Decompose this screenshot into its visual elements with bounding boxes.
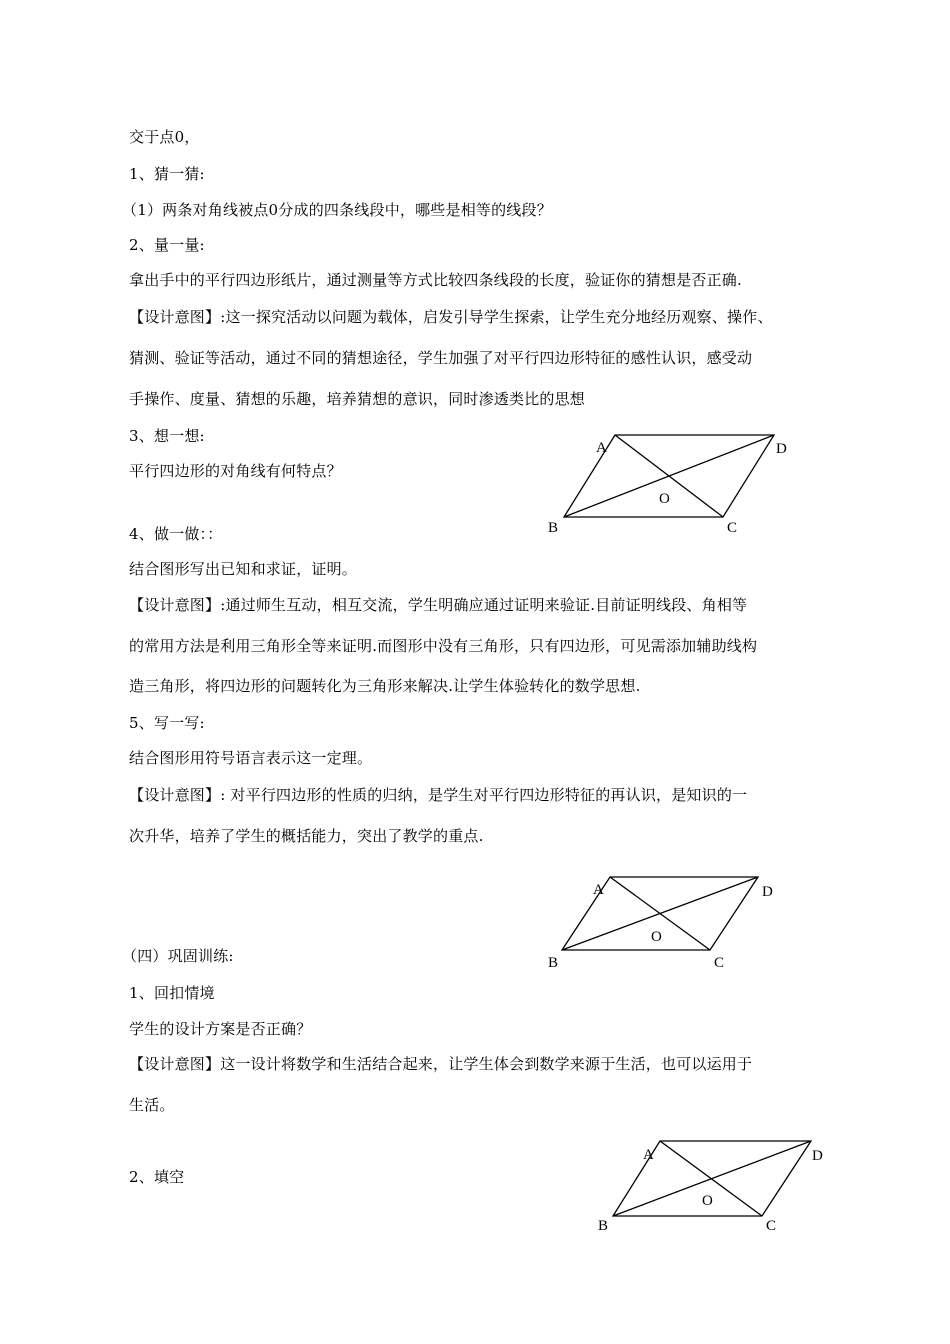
vertex-label-b: B [598, 1218, 609, 1234]
text-line: 【设计意图】这一设计将数学和生活结合起来，让学生体会到数学来源于生活，也可以运用于 [129, 1055, 753, 1073]
text-line: 造三角形，将四边形的问题转化为三角形来解决.让学生体验转化的数学思想. [129, 677, 641, 695]
text-line: 手操作、度量、猜想的乐趣，培养猜想的意识，同时渗透类比的思想 [129, 390, 586, 408]
parallelogram-figure [540, 425, 800, 540]
parallelogram-figure [590, 1130, 850, 1245]
text-line: 2、量一量: [129, 236, 205, 254]
text-line: 【设计意图】: 对平行四边形的性质的归纳，是学生对平行四边形特征的再认识，是知识的一 [129, 786, 748, 804]
vertex-label-a: A [596, 440, 607, 456]
text-line: 生活。 [129, 1096, 175, 1114]
text-line: 次升华，培养了学生的概括能力，突出了教学的重点. [129, 827, 484, 845]
text-line: 【设计意图】:这一探究活动以问题为载体，启发引导学生探索，让学生充分地经历观察、操作、 [129, 308, 773, 326]
text-line: 【设计意图】:通过师生互动，相互交流，学生明确应通过证明来验证.目前证明线段、角相等 [129, 596, 748, 614]
vertex-label-a: A [593, 882, 604, 898]
text-line: 结合图形用符号语言表示这一定理。 [129, 749, 373, 767]
text-line: 4、做一做：： [129, 525, 223, 543]
text-line: （四）巩固训练: [122, 947, 234, 965]
text-line: 拿出手中的平行四边形纸片，通过测量等方式比较四条线段的长度，验证你的猜想是否正确. [129, 271, 742, 289]
text-line: 学生的设计方案是否正确？ [129, 1020, 312, 1038]
vertex-label-b: B [548, 955, 559, 971]
text-line: （1）两条对角线被点0分成的四条线段中，哪些是相等的线段？ [122, 201, 552, 219]
vertex-label-c: C [766, 1218, 777, 1234]
text-line: 交于点0， [129, 128, 200, 146]
vertex-label-c: C [727, 520, 738, 536]
vertex-label-a: A [643, 1147, 654, 1163]
center-label-o: O [702, 1193, 713, 1209]
text-line: 的常用方法是利用三角形全等来证明.而图形中没有三角形，只有四边形，可见需添加辅助线构 [129, 637, 758, 655]
center-label-o: O [659, 491, 670, 507]
vertex-label-d: D [762, 884, 773, 900]
text-line: 1、回扣情境 [129, 984, 215, 1002]
vertex-label-d: D [812, 1148, 823, 1164]
text-line: 5、写一写: [129, 714, 205, 732]
parallelogram-figure [540, 866, 800, 981]
vertex-label-b: B [548, 520, 559, 536]
vertex-label-c: C [714, 955, 725, 971]
text-line: 结合图形写出已知和求证，证明。 [129, 560, 358, 578]
text-line: 平行四边形的对角线有何特点？ [129, 462, 342, 480]
center-label-o: O [651, 929, 662, 945]
vertex-label-d: D [776, 441, 787, 457]
text-line: 猜测、验证等活动，通过不同的猜想途径，学生加强了对平行四边形特征的感性认识，感受动 [129, 349, 753, 367]
text-line: 2、填空 [129, 1168, 185, 1186]
text-line: 3、想一想: [129, 427, 205, 445]
text-line: 1、猜一猜: [129, 165, 205, 183]
